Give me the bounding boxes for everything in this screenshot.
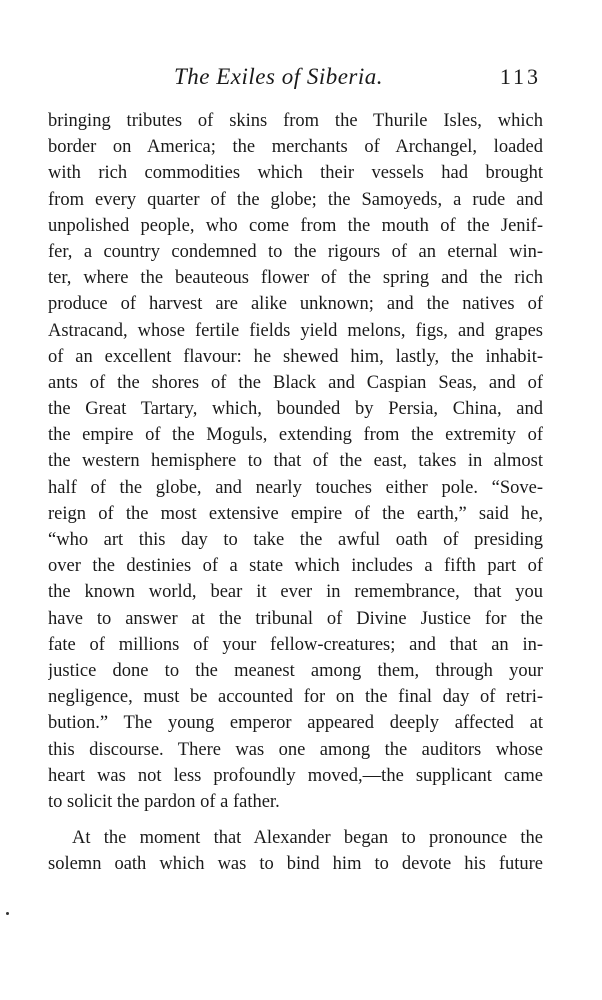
text-line: fate of millions of your fellow-creatures; and that an in- <box>48 634 543 655</box>
text-line: bringing tributes of skins from the Thurile Isles, which <box>48 111 543 131</box>
text-line: the known world, bear it ever in remembrance, that you <box>48 582 543 603</box>
text-line: ants of the shores of the Black and Caspian Seas, and of <box>48 372 543 393</box>
text-line: fer, a country condemned to the rigours of an eternal win- <box>48 241 543 262</box>
text-line: produce of harvest are alike unknown; and the natives of <box>48 294 543 315</box>
text-line: heart was not less profoundly moved,—the supplicant came <box>48 765 543 786</box>
text-line: reign of the most extensive empire of the earth,” said he, <box>48 503 543 524</box>
running-title: The Exiles of Siberia. <box>174 64 384 89</box>
paragraph-1 <box>48 108 543 815</box>
body-text <box>48 108 543 877</box>
text-line: over the destinies of a state which includes a fifth part of <box>48 556 543 577</box>
text-line: unpolished people, who come from the mouth of the Jenif- <box>48 215 543 236</box>
text-line: At the moment that Alexander began to pronounce the <box>72 828 543 849</box>
text-line: have to answer at the tribunal of Divine Justice for the <box>48 608 543 629</box>
text-line: bution.” The young emperor appeared deeply affected at <box>48 713 543 734</box>
text-line: ter, where the beauteous flower of the spring and the rich <box>48 268 543 289</box>
running-header <box>48 64 545 100</box>
text-line: of an excellent flavour: he shewed him, lastly, the inhabit- <box>48 346 543 367</box>
text-line: to solicit the pardon of a father. <box>48 791 280 812</box>
text-line: solemn oath which was to bind him to devote his future <box>48 854 543 875</box>
paragraph-2 <box>48 825 543 877</box>
page-number: 113 <box>499 64 541 89</box>
text-line: justice done to the meanest among them, through your <box>48 660 543 681</box>
text-line: negligence, must be accounted for on the final day of retri- <box>48 687 543 708</box>
text-line: from every quarter of the globe; the Samoyeds, a rude and <box>48 189 543 210</box>
text-line: with rich commodities which their vessels had brought <box>48 163 543 184</box>
text-line: the empire of the Moguls, extending from the extremity of <box>48 425 543 446</box>
text-line: half of the globe, and nearly touches either pole. “Sove- <box>48 477 543 498</box>
page-speck <box>6 912 9 915</box>
text-line: border on America; the merchants of Archangel, loaded <box>48 137 543 158</box>
text-line: the western hemisphere to that of the east, takes in almost <box>48 451 543 472</box>
text-line: “who art this day to take the awful oath of presiding <box>48 530 543 550</box>
text-line: this discourse. There was one among the auditors whose <box>48 739 543 760</box>
text-line: Astracand, whose fertile fields yield melons, figs, and grapes <box>48 320 543 341</box>
paragraph-spacing <box>48 815 543 825</box>
text-line: the Great Tartary, which, bounded by Persia, China, and <box>48 399 543 420</box>
